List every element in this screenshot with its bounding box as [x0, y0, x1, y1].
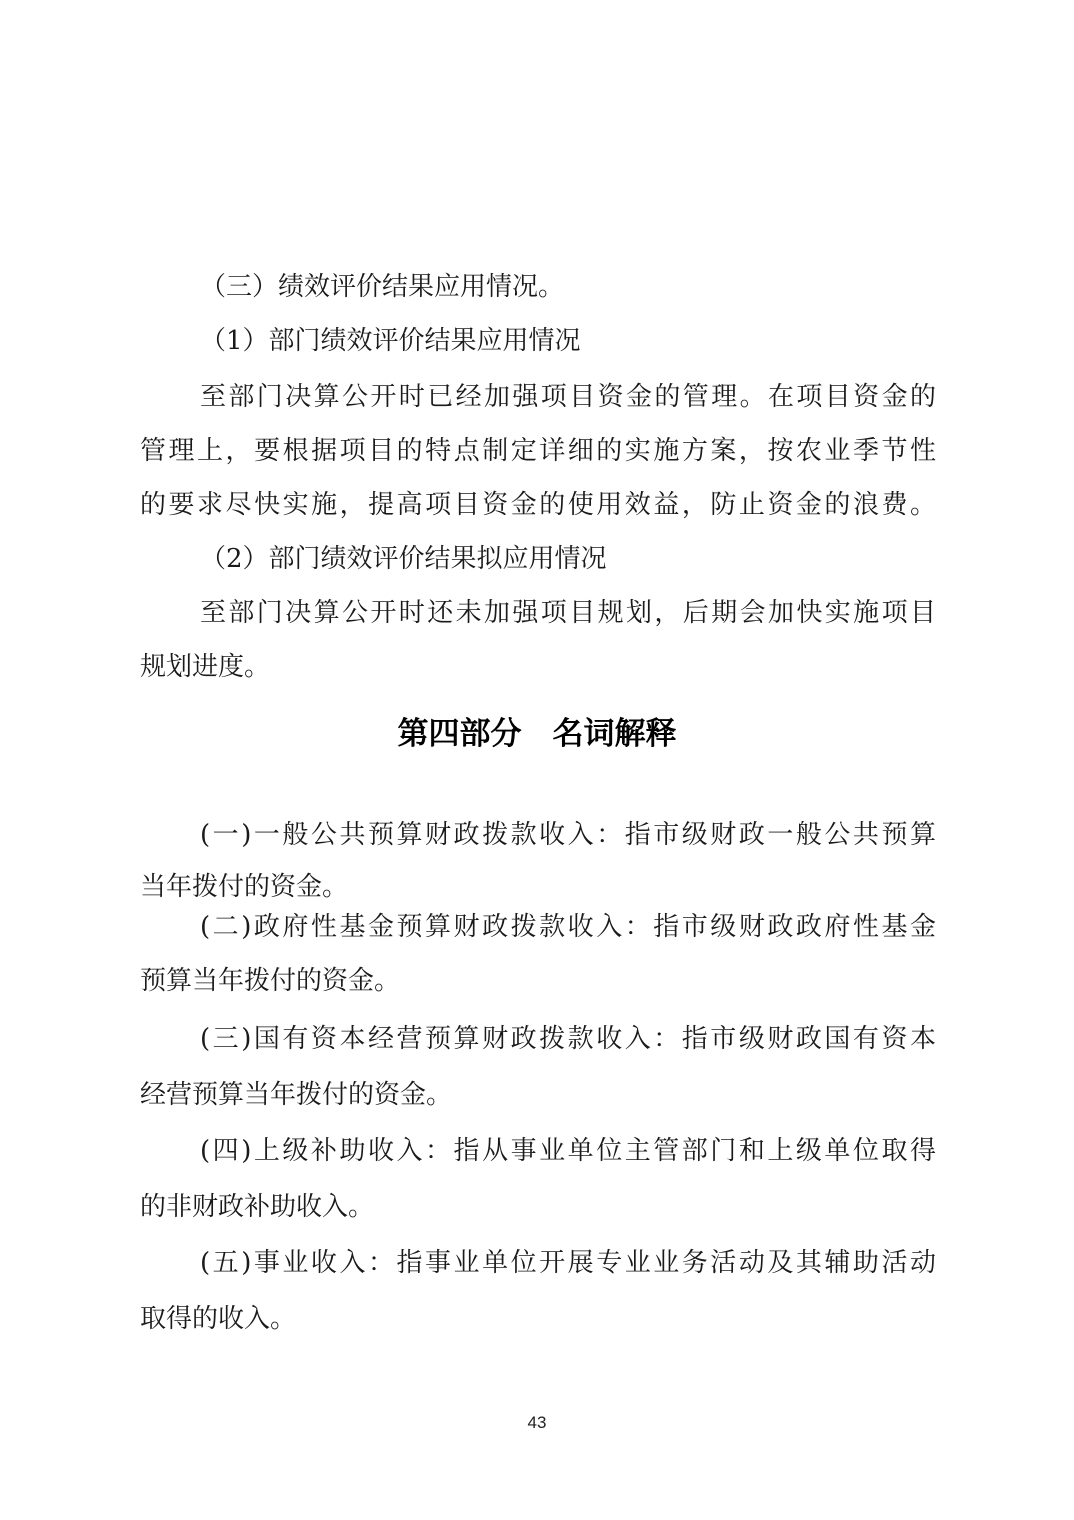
page-number: 43	[527, 1413, 547, 1432]
paragraph-2-line-1: 至部门决算公开时还未加强项目规划，后期会加快实施项目	[200, 598, 936, 628]
definition-2-line-2: 预算当年拨付的资金。	[140, 966, 401, 996]
definition-4-line-2: 的非财政补助收入。	[140, 1192, 375, 1222]
part-title: 第四部分 名词解释	[397, 716, 677, 752]
definition-4-line-1: (四)上级补助收入：指从事业单位主管部门和上级单位取得	[200, 1136, 936, 1166]
paragraph-1-line-1: 至部门决算公开时已经加强项目资金的管理。在项目资金的	[200, 382, 936, 412]
definition-3-line-2: 经营预算当年拨付的资金。	[140, 1080, 453, 1110]
section-heading: （三）绩效评价结果应用情况。	[200, 272, 565, 302]
subheading-2: （2）部门绩效评价结果拟应用情况	[200, 544, 607, 574]
definition-1-line-2: 当年拨付的资金。	[140, 872, 349, 902]
paragraph-1-line-2: 管理上，要根据项目的特点制定详细的实施方案，按农业季节性	[140, 436, 936, 466]
definition-5-line-2: 取得的收入。	[140, 1304, 297, 1334]
paragraph-1-line-3: 的要求尽快实施，提高项目资金的使用效益，防止资金的浪费。	[140, 490, 936, 520]
definition-3-line-1: (三)国有资本经营预算财政拨款收入：指市级财政国有资本	[200, 1024, 936, 1054]
subheading-1: （1）部门绩效评价结果应用情况	[200, 326, 581, 356]
paragraph-2-line-2: 规划进度。	[140, 652, 271, 682]
definition-5-line-1: (五)事业收入：指事业单位开展专业业务活动及其辅助活动	[200, 1248, 936, 1278]
definition-1-line-1: (一)一般公共预算财政拨款收入：指市级财政一般公共预算	[200, 820, 936, 850]
definition-2-line-1: (二)政府性基金预算财政拨款收入：指市级财政政府性基金	[200, 912, 936, 942]
